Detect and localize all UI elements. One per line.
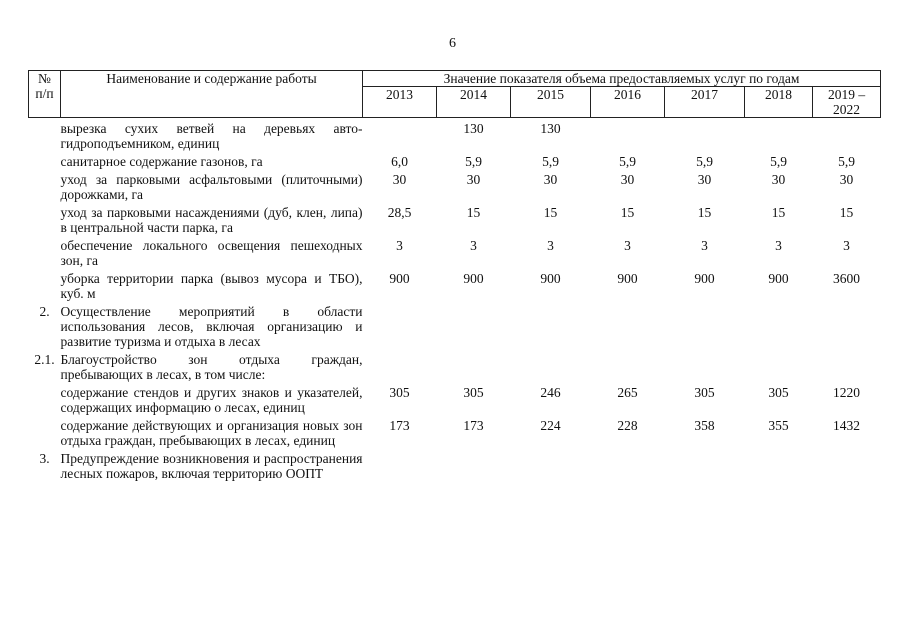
row-value: 15 — [839, 205, 854, 220]
row-value: 3 — [470, 238, 477, 253]
row-value: 130 — [540, 121, 561, 136]
row-value: 30 — [392, 172, 407, 187]
row-number — [29, 118, 61, 152]
row-value: 358 — [694, 418, 715, 433]
row-name: уход за парковыми насаждениями (дуб, клен, липа) в центральной части парка, га — [60, 205, 363, 235]
row-name: санитарное содержание газонов, га — [60, 154, 263, 169]
row-value — [437, 448, 511, 481]
row-value: 305 — [389, 385, 410, 400]
row-value: 265 — [617, 385, 638, 400]
row-value — [665, 349, 745, 382]
table-row — [29, 415, 881, 448]
row-value: 173 — [389, 418, 410, 433]
table-row — [29, 169, 881, 202]
row-value: 5,9 — [696, 154, 713, 169]
row-number — [29, 151, 61, 169]
row-name: Осуществление мероприятий в области использования лесов, включая организацию и развитие туризма и отдыха в лесах — [60, 304, 363, 349]
row-value: 3 — [396, 238, 403, 253]
row-name: Благоустройство зон отдыха граждан, пребывающих в лесах, в том числе: — [60, 352, 363, 382]
row-name: содержание действующих и организация новых зон отдыха граждан, пребывающих в лесах, единиц — [60, 418, 363, 448]
row-value: 15 — [697, 205, 712, 220]
row-value: 3 — [547, 238, 554, 253]
row-name: уборка территории парка (вывоз мусора и ТБО), куб. м — [60, 271, 363, 301]
column-header-year: 2013 — [363, 87, 437, 118]
row-value: 30 — [697, 172, 712, 187]
row-value — [437, 301, 511, 349]
row-name: обеспечение локального освещения пешеходных зон, га — [60, 238, 363, 268]
column-header-year: 2019 – 2022 — [813, 87, 881, 118]
row-value — [665, 118, 745, 152]
row-value — [511, 301, 591, 349]
row-value — [511, 448, 591, 481]
column-header-year: 2016 — [591, 87, 665, 118]
row-value: 3 — [775, 238, 782, 253]
row-value: 900 — [694, 271, 715, 286]
row-value — [591, 448, 665, 481]
row-name: содержание стендов и других знаков и указателей, содержащих информацию о лесах, единиц — [60, 385, 363, 415]
row-value: 900 — [463, 271, 484, 286]
row-value — [363, 118, 437, 152]
table-row — [29, 448, 881, 481]
table-row — [29, 118, 881, 152]
row-value — [363, 349, 437, 382]
row-value: 900 — [768, 271, 789, 286]
column-header-year: 2018 — [745, 87, 813, 118]
row-value: 30 — [620, 172, 635, 187]
row-number — [29, 202, 61, 235]
row-value: 1220 — [833, 385, 861, 400]
row-number: 2. — [39, 304, 50, 319]
row-value: 305 — [694, 385, 715, 400]
row-name: Предупреждение возникновения и распространения лесных пожаров, включая территорию ООПТ — [60, 451, 363, 481]
row-value: 173 — [463, 418, 484, 433]
row-value — [591, 118, 665, 152]
row-value: 6,0 — [391, 154, 408, 169]
row-value — [813, 301, 881, 349]
table-row — [29, 268, 881, 301]
row-value: 30 — [771, 172, 786, 187]
row-value — [665, 448, 745, 481]
table-row — [29, 202, 881, 235]
row-number — [29, 235, 61, 268]
row-value — [591, 349, 665, 382]
row-number — [29, 268, 61, 301]
row-value: 5,9 — [770, 154, 787, 169]
column-header-year: 2015 — [511, 87, 591, 118]
row-value — [363, 301, 437, 349]
row-value: 15 — [543, 205, 558, 220]
row-value: 28,5 — [387, 205, 412, 220]
services-volume-table — [28, 70, 881, 481]
row-value: 3 — [624, 238, 631, 253]
row-value: 1432 — [833, 418, 861, 433]
row-number — [29, 415, 61, 448]
row-value: 5,9 — [542, 154, 559, 169]
row-value: 5,9 — [838, 154, 855, 169]
row-value: 228 — [617, 418, 638, 433]
row-value: 15 — [620, 205, 635, 220]
row-value — [437, 349, 511, 382]
row-value — [813, 349, 881, 382]
row-value — [745, 448, 813, 481]
row-value: 224 — [540, 418, 561, 433]
table-row — [29, 349, 881, 382]
row-value: 3600 — [833, 271, 861, 286]
row-number — [29, 382, 61, 415]
table-body — [29, 118, 881, 482]
row-value: 246 — [540, 385, 561, 400]
row-name: уход за парковыми асфальтовыми (плиточными) дорожками, га — [60, 172, 363, 202]
row-name: вырезка сухих ветвей на деревьях авто-гидроподъемником, единиц — [60, 121, 363, 151]
row-value: 3 — [843, 238, 850, 253]
row-value: 305 — [768, 385, 789, 400]
row-value — [511, 349, 591, 382]
table-row — [29, 301, 881, 349]
row-value: 30 — [466, 172, 481, 187]
row-value: 3 — [701, 238, 708, 253]
column-header-group: Значение показателя объема предоставляемых услуг по годам — [363, 71, 881, 87]
row-value — [813, 118, 881, 152]
row-number — [29, 169, 61, 202]
row-value — [813, 448, 881, 481]
row-value: 30 — [839, 172, 854, 187]
table-row — [29, 235, 881, 268]
row-value — [363, 448, 437, 481]
row-value: 5,9 — [619, 154, 636, 169]
column-header-name: Наименование и содержание работы — [61, 71, 363, 118]
table-row — [29, 382, 881, 415]
row-value: 30 — [543, 172, 558, 187]
row-value: 900 — [617, 271, 638, 286]
row-number: 2.1. — [34, 352, 55, 367]
column-header-year: 2017 — [665, 87, 745, 118]
row-value: 900 — [540, 271, 561, 286]
row-value — [745, 301, 813, 349]
row-value: 130 — [463, 121, 484, 136]
row-value — [745, 349, 813, 382]
row-value — [745, 118, 813, 152]
row-value: 355 — [768, 418, 789, 433]
page-number: 6 — [449, 36, 456, 51]
row-value — [665, 301, 745, 349]
table-row — [29, 151, 881, 169]
row-value: 15 — [466, 205, 481, 220]
row-value: 5,9 — [465, 154, 482, 169]
column-header-num: № п/п — [29, 71, 61, 118]
row-value — [591, 301, 665, 349]
row-value: 900 — [389, 271, 410, 286]
table-header-row — [29, 71, 881, 87]
row-value: 305 — [463, 385, 484, 400]
row-number: 3. — [39, 451, 50, 466]
column-header-year: 2014 — [437, 87, 511, 118]
row-value: 15 — [771, 205, 786, 220]
